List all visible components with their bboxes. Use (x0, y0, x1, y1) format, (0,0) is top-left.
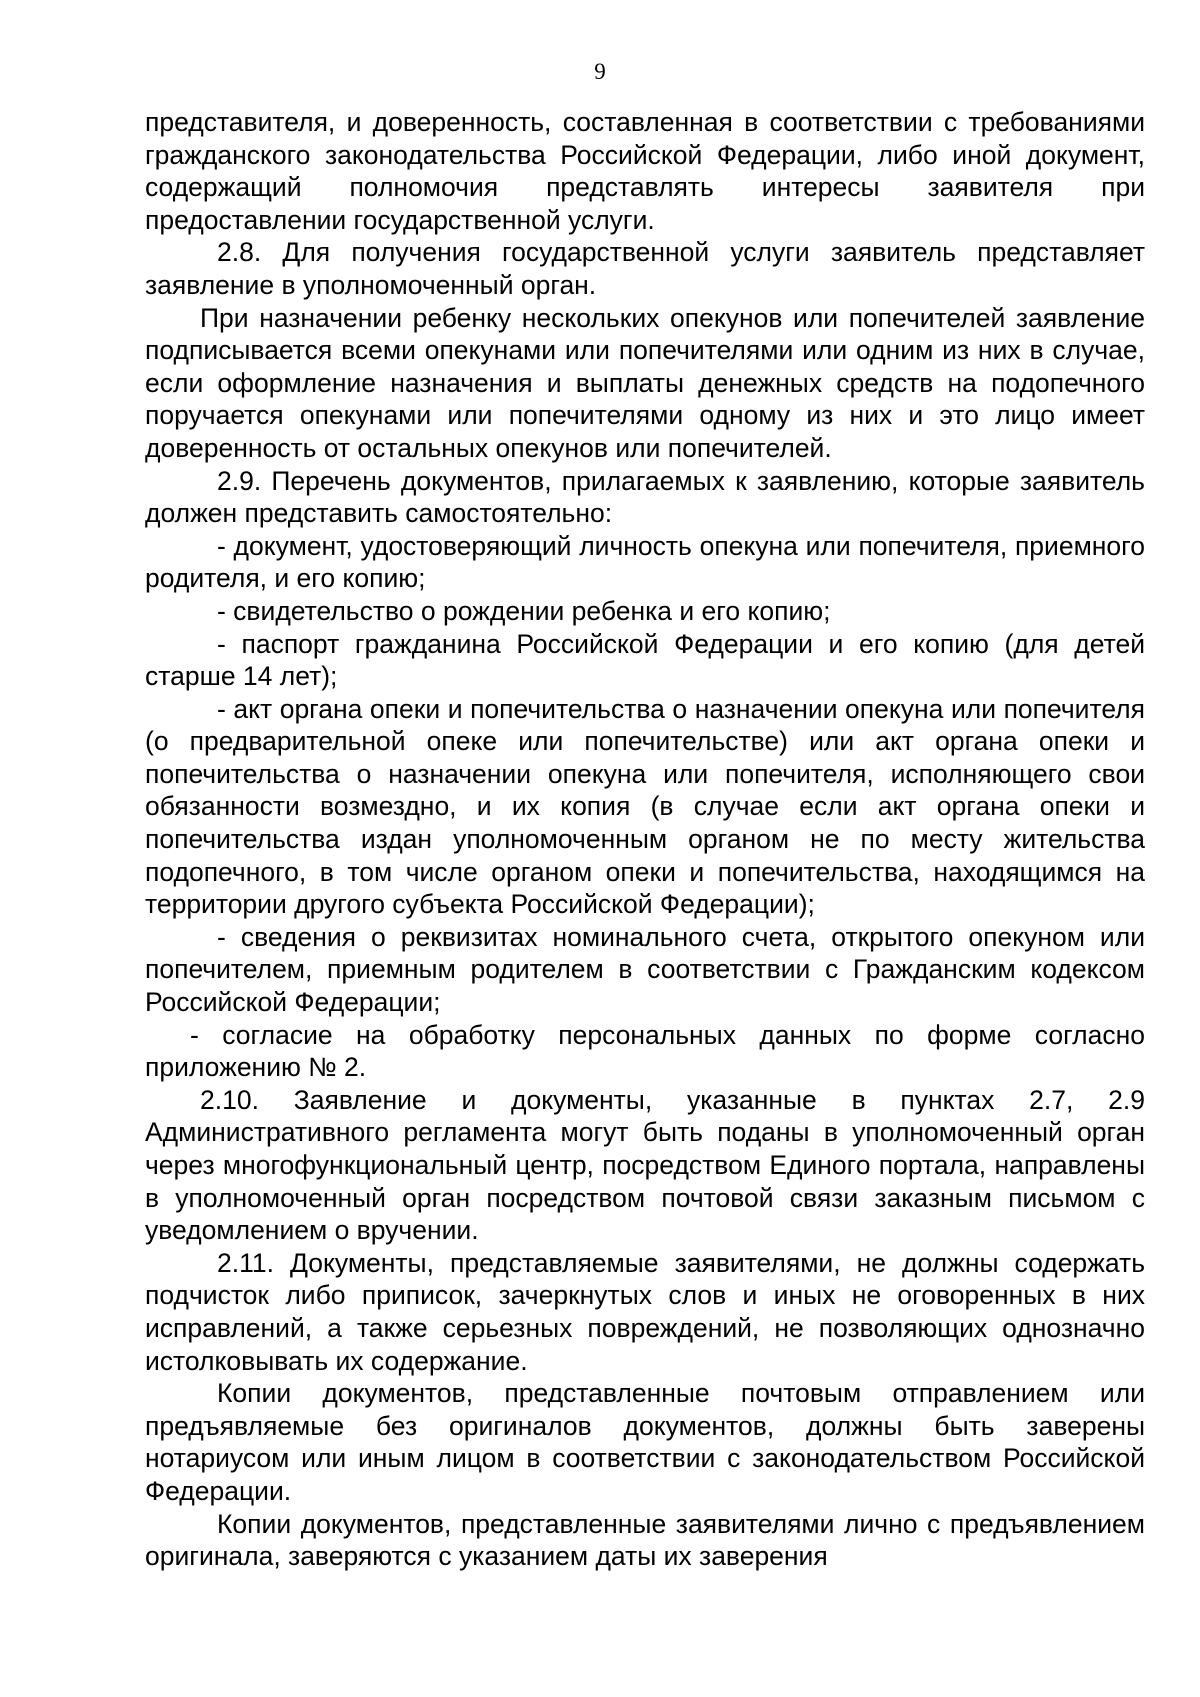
list-item-nominal-account: - сведения о реквизитах номинального счета, открытого опекуном или попечителем, приемным родителем в соответствии с Гражданским кодексом Российской Федерации; (145, 921, 1145, 1018)
paragraph-multiple-guardians: При назначении ребенку нескольких опекунов или попечителей заявление подписывается всеми опекунами или попечителями или одним из них в случае, если оформление назначения и выплаты денежных средств на подопечного поручается опекунами или попечителями одному из них и это лицо имеет доверенность от остальных опекунов или попечителей. (145, 302, 1145, 463)
paragraph-representative-continuation: представителя, и доверенность, составленная в соответствии с требованиями гражданского законодательства Российской Федерации, либо иной документ, содержащий полномочия представлять интересы заявителя при предоставлении государственной услуги. (145, 107, 1145, 235)
list-item-guardianship-act: - акт органа опеки и попечительства о назначении опекуна или попечителя (о предварительной опеке или попечительстве) или акт органа опеки и попечительства о назначении опекуна или попечителя, исполняющего свои обязанности возмездно, и их копия (в случае если акт органа опеки и попечительства издан уполномоченным органом не по месту жительства подопечного, в том числе органом опеки и попечительства, находящимся на территории другого субъекта Российской Федерации); (145, 693, 1145, 920)
paragraph-2-8: 2.8. Для получения государственной услуги заявитель представляет заявление в уполномоченный орган. (145, 237, 1145, 300)
paragraph-copies-in-person: Копии документов, представленные заявителями лично с предъявлением оригинала, заверяются с указанием даты их заверения (145, 1508, 1145, 1572)
paragraph-2-11: 2.11. Документы, представляемые заявителями, не должны содержать подчисток либо приписок, зачеркнутых слов и иных не оговоренных в них исправлений, а также серьезных повреждений, не позволяющих однозначно истолковывать их содержание. (145, 1247, 1145, 1376)
list-item-birth-certificate: - свидетельство о рождении ребенка и его копию; (217, 595, 831, 626)
list-item-identity-document: - документ, удостоверяющий личность опекуна или попечителя, приемного родителя, и его копию; (145, 530, 1145, 594)
list-item-personal-data-consent: - согласие на обработку персональных данных по форме согласно приложению № 2. (145, 1019, 1145, 1083)
paragraph-2-10: 2.10. Заявление и документы, указанные в пунктах 2.7, 2.9 Административного регламента могут быть поданы в уполномоченный орган через многофункциональный центр, посредством Единого портала, направлены в уполномоченный орган посредством почтовой связи заказным письмом с уведомлением о вручении. (145, 1084, 1145, 1246)
page-number: 9 (594, 59, 606, 84)
list-item-passport: - паспорт гражданина Российской Федерации и его копию (для детей старше 14 лет); (145, 628, 1145, 692)
paragraph-copies-by-mail: Копии документов, представленные почтовым отправлением или предъявляемые без оригиналов документов, должны быть заверены нотариусом или иным лицом в соответствии с законодательством Российской Федерации. (145, 1378, 1145, 1506)
paragraph-2-9: 2.9. Перечень документов, прилагаемых к заявлению, которые заявитель должен представить самостоятельно: (145, 465, 1145, 529)
document-body (145, 106, 1145, 1573)
